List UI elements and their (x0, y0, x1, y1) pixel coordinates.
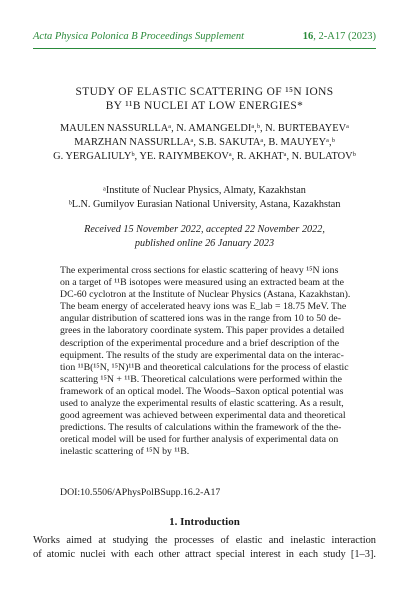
abstract-line: equipment. The results of the study are experimental data on the interac- (60, 349, 344, 361)
body-text (33, 534, 376, 561)
abstract (60, 265, 350, 459)
abstract-line: DC-60 cyclotron at the Institute of Nuclear Physics (Astana, Kazakhstan). (60, 289, 350, 301)
abstract-line: oretical model will be used for further analysis of experimental data on (60, 434, 339, 446)
volume-info (303, 31, 376, 42)
volume-number: 16 (302, 31, 314, 42)
authors-line-1: MAULEN NASSURLLAᵃ, N. AMANGELDIᵃ,ᵇ, N. BURTEBAYEVᵃ (60, 123, 349, 134)
running-header (33, 31, 376, 45)
abstract-line: description of the experimental procedure and a brief description of the (60, 337, 340, 349)
abstract-line: framework of an optical model. The Woods–Saxon optical potential was (60, 385, 344, 397)
journal-name: Acta Physica Polonica B Proceedings Supplement (33, 31, 245, 42)
abstract-line: on a target of ¹¹B isotopes were measured using an extracted beam at the (60, 277, 344, 289)
published-date: published online 26 January 2023 (134, 238, 275, 249)
abstract-line: good agreement was achieved between experimental data and theoretical (60, 410, 346, 422)
abstract-line: predictions. The results of calculations within the framework of the the- (60, 422, 342, 434)
abstract-line: angular distribution of scattered ions was in the range from 10 to 50 de- (60, 313, 342, 325)
body-line: Works aimed at studying the processes of elastic and inelastic interaction (33, 535, 376, 546)
body-line: of atomic nuclei with each other attract special interest in each study [1–3]. (33, 548, 376, 560)
abstract-line: grees in the laboratory coordinate system. This paper provides a detailed (60, 325, 345, 337)
doi[interactable]: DOI:10.5506/APhysPolBSupp.16.2-A17 (60, 487, 221, 498)
authors-line-2: MARZHAN NASSURLLAᵃ, S.B. SAKUTAᵃ, B. MAUYEYᵃ,ᵇ (74, 137, 335, 148)
abstract-line: The beam energy of accelerated heavy ions was E_lab = 18.75 MeV. The (60, 301, 347, 313)
header-rule (33, 48, 376, 49)
abstract-line: used to analyze the experimental results of elastic scattering. As a result, (60, 398, 344, 410)
received-dates: Received 15 November 2022, accepted 22 November 2022, (84, 224, 325, 235)
authors-line-3: G. YERGALIULYᵇ, YE. RAIYMBEKOVᵃ, R. AKHATᵃ, N. BULATOVᵇ (53, 151, 356, 162)
abstract-line: tion ¹¹B(¹⁵N, ¹⁵N)¹¹B and theoretical calculations for the process of elastic (60, 361, 349, 373)
title-line-2: BY ¹¹B NUCLEI AT LOW ENERGIES* (105, 100, 304, 112)
affiliation-b: ᵇL.N. Gumilyov Eurasian National University, Astana, Kazakhstan (68, 199, 341, 210)
volume-issue: , 2-A17 (2023) (313, 31, 376, 42)
section-heading: 1. Introduction (169, 516, 240, 528)
affiliation-a: ᵃInstitute of Nuclear Physics, Almaty, Kazakhstan (103, 185, 306, 196)
abstract-line: The experimental cross sections for elastic scattering of heavy ¹⁵N ions (60, 265, 339, 276)
abstract-line: inelastic scattering of ¹⁵N by ¹¹B. (60, 446, 190, 458)
title-line-1: STUDY OF ELASTIC SCATTERING OF ¹⁵N IONS (75, 86, 334, 98)
abstract-line: scattering ¹⁵N + ¹¹B. Theoretical calculations were performed within the (60, 373, 342, 385)
